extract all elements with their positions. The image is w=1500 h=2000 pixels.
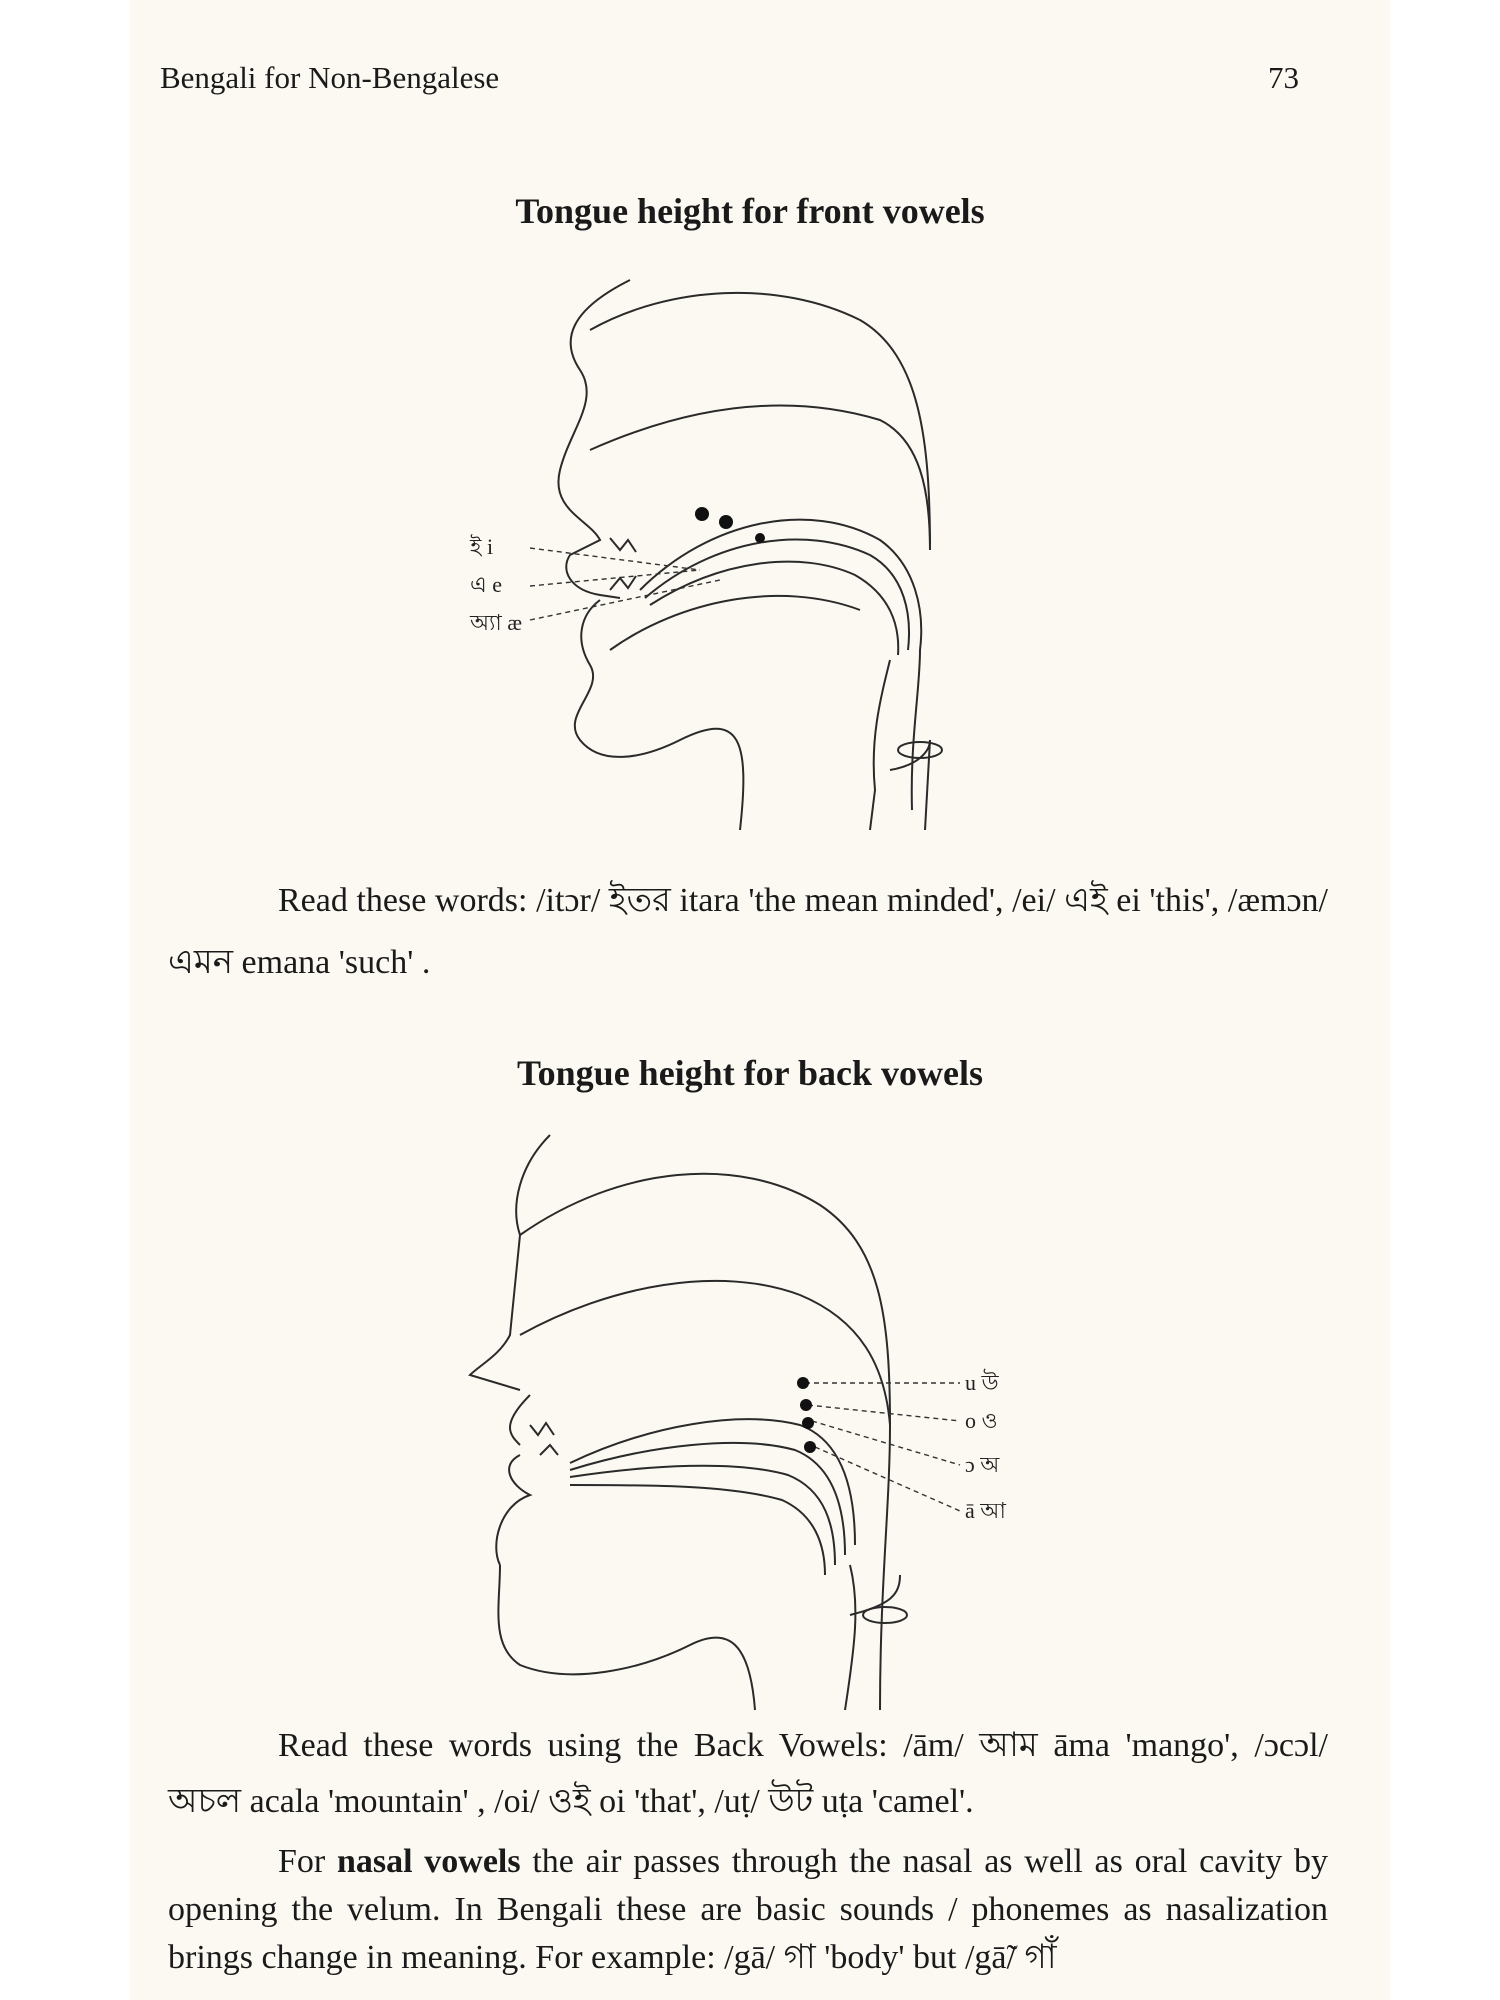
front-label-i: ই i	[470, 534, 494, 559]
back-label-a: ā আ	[965, 1498, 1006, 1523]
paragraph-nasal-text: the air passes through the nasal as well as oral cavity by opening the velum. In Bengali these are basic sounds / phonemes as nasalization brings change in meaning. For example: /gā/ গা 'body' but /gā̃/ গাঁ	[168, 1843, 1328, 1976]
paragraph-front-examples	[168, 870, 1328, 994]
paragraph-back-examples	[168, 1718, 1328, 1830]
paragraph-nasal-lead: For	[278, 1843, 326, 1880]
page-number: 73	[1268, 60, 1299, 95]
paragraph-nasal-vowels	[168, 1838, 1328, 1982]
paragraph-front-text: Read these words: /itɔr/ ইতর itara 'the mean minded', /ei/ এই ei 'this', /æmɔn/ এমন emana 'such' .	[168, 882, 1328, 981]
nasal-vowels-term: nasal vowels	[336, 1843, 521, 1880]
back-label-o: o ও	[965, 1408, 998, 1433]
front-vowel-diagram	[450, 270, 1050, 850]
running-header: Bengali for Non-Bengalese	[160, 60, 500, 95]
figure1-title: Tongue height for front vowels	[515, 191, 985, 231]
paragraph-back-text: Read these words using the Back Vowels: /ām/ আম āma 'mango', /ɔcɔl/ অচল acala 'mountain' , /oi/ ওই oi 'that', /uṭ/ উট uṭa 'camel'.	[168, 1727, 1328, 1820]
back-label-u: u উ	[965, 1370, 999, 1395]
back-label-open-o: ɔ অ	[965, 1452, 1000, 1477]
front-label-ae: অ্যা æ	[470, 610, 522, 635]
front-label-e: এ e	[470, 572, 503, 597]
figure2-title: Tongue height for back vowels	[516, 1053, 984, 1093]
back-vowel-diagram	[460, 1125, 1060, 1715]
